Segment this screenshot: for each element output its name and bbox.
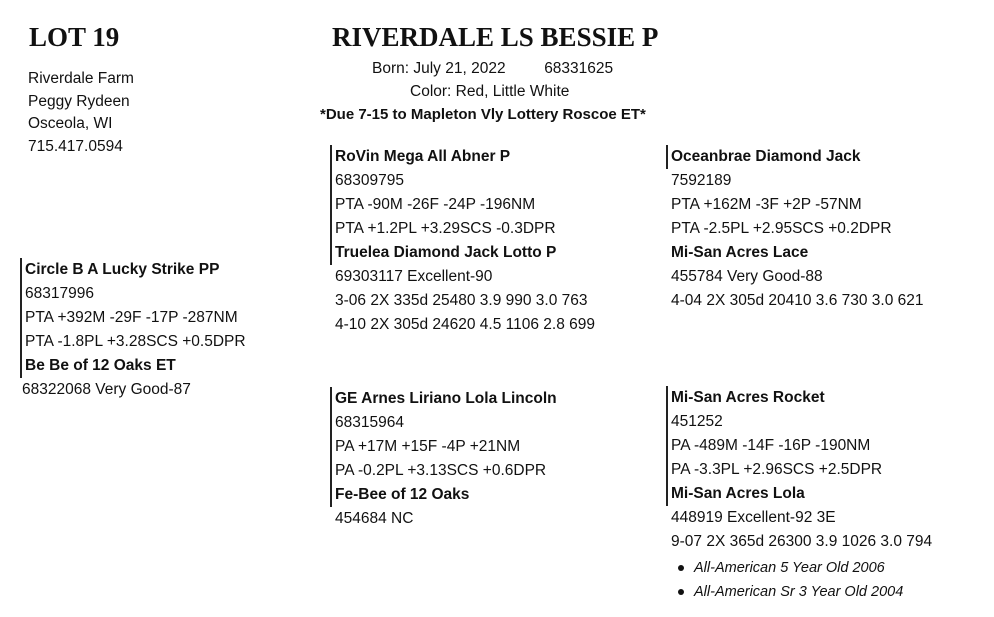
sire-pta-2: PTA -1.8PL +3.28SCS +0.5DPR [20,330,246,354]
award-text: All-American 5 Year Old 2006 [694,560,885,576]
lot-title: LOT 19 [29,22,120,52]
mgs-reg: 68315964 [330,411,557,435]
pggs-reg: 7592189 [671,172,732,189]
pggd-info: 455784 Very Good-88 [671,268,823,285]
pgd-record-2: 4-10 2X 305d 24620 4.5 1106 2.8 699 [335,316,595,333]
pgd-name: Truelea Diamond Jack Lotto P [330,241,595,265]
paternal-grandparents [330,145,595,337]
mgs-pta-1: PA +17M +15F -4P +21NM [330,435,557,459]
birth-line [372,58,613,81]
pggd-record-1: 4-04 2X 305d 20410 3.6 730 3.0 621 [671,292,924,309]
consignor-phone: 715.417.0594 [28,137,123,155]
pggs-pta-2: PTA -2.5PL +2.95SCS +0.2DPR [671,220,892,237]
consignor-info [28,68,134,158]
bullet-icon [678,565,684,571]
sire-block [20,258,246,402]
pggd-name: Mi-San Acres Lace [671,244,809,261]
due-date: *Due 7-15 to Mapleton Vly Lottery Roscoe ET* [320,106,646,123]
award-text: All-American Sr 3 Year Old 2004 [694,584,904,600]
pgd-record-1: 3-06 2X 335d 25480 3.9 990 3.0 763 [335,292,588,309]
pgs-reg: 68309795 [330,169,595,193]
mggd-info: 448919 Excellent-92 3E [671,509,836,526]
pggs-name: Oceanbrae Diamond Jack [666,145,924,169]
birth-date: Born: July 21, 2022 [372,60,506,77]
pggs-pta-1: PTA +162M -3F +2P -57NM [671,196,862,213]
award-item [678,556,903,580]
consignor-location: Osceola, WI [28,115,113,132]
mgs-pta-2: PA -0.2PL +3.13SCS +0.6DPR [330,459,557,483]
maternal-great-grandparents [666,386,932,554]
bullet-icon [678,589,684,595]
mgd-info: 454684 NC [335,510,414,527]
mggd-record-1: 9-07 2X 365d 26300 3.9 1026 3.0 794 [671,533,933,550]
dam-name: Be Be of 12 Oaks ET [20,354,246,378]
mgs-name: GE Arnes Liriano Lola Lincoln [330,387,557,411]
pgs-pta-2: PTA +1.2PL +3.29SCS -0.3DPR [330,217,595,241]
consignor-farm: Riverdale Farm [28,70,134,87]
pgs-name: RoVin Mega All Abner P [330,145,595,169]
mggs-pta-2: PA -3.3PL +2.96SCS +2.5DPR [666,458,932,482]
award-item [678,580,903,604]
color-line: Color: Red, Little White [410,83,570,100]
sire-name: Circle B A Lucky Strike PP [20,258,246,282]
pgd-info: 69303117 Excellent-90 [335,268,493,285]
mggd-name: Mi-San Acres Lola [666,482,932,506]
dam-info: 68322068 Very Good-87 [22,381,191,398]
mggs-pta-1: PA -489M -14F -16P -190NM [666,434,932,458]
sire-reg: 68317996 [20,282,246,306]
pgs-pta-1: PTA -90M -26F -24P -196NM [330,193,595,217]
paternal-great-grandparents [666,145,924,313]
sire-pta-1: PTA +392M -29F -17P -287NM [20,306,246,330]
awards-list [678,556,903,604]
registration-number: 68331625 [544,60,614,77]
consignor-owner: Peggy Rydeen [28,92,130,110]
mggs-reg: 451252 [666,410,932,434]
maternal-grandparents [330,387,557,531]
mgd-name: Fe-Bee of 12 Oaks [330,483,557,507]
mggs-name: Mi-San Acres Rocket [666,386,932,410]
animal-name: RIVERDALE LS BESSIE P [332,22,659,52]
